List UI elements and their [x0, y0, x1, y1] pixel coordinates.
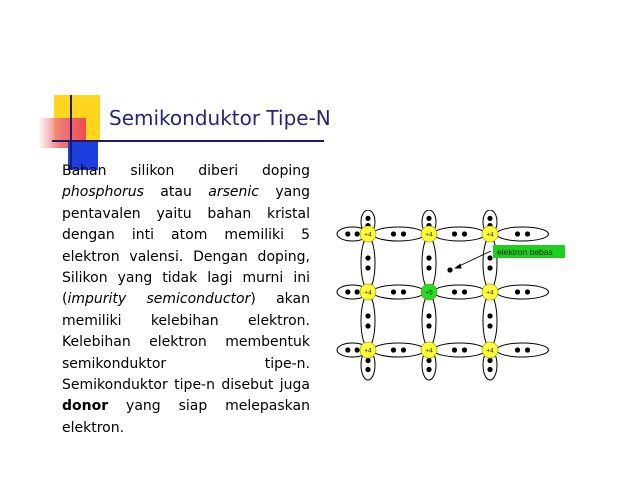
text-segment: yang pentavalen yaitu bahan kristal dengan inti atom memiliki 5 elektron valensi. Dengan doping, Silikon yang tidak lagi murni ini (	[62, 184, 311, 308]
bond-electron	[401, 231, 406, 236]
bond-vertical	[422, 237, 436, 289]
bond-electron	[391, 347, 396, 352]
text-segment: ) akan memiliki kelebihan elektron. Kelebihan elektron membentuk semikonduktor tipe-n. Semikonduktor tipe-n disebut juga	[62, 291, 310, 394]
bond-electron	[515, 347, 520, 352]
bond-electron	[355, 231, 360, 236]
bond-electron	[525, 231, 530, 236]
bond-horizontal	[373, 343, 425, 357]
bond-electron	[365, 358, 370, 363]
bond-electron	[426, 255, 431, 260]
bond-electron	[365, 255, 370, 260]
term-donor: donor	[62, 398, 109, 415]
bond-electron	[345, 347, 350, 352]
bond-electron	[515, 289, 520, 294]
body-paragraph	[62, 161, 310, 439]
silicon-atom-label: +4	[486, 289, 494, 297]
decor-vertical-line	[70, 95, 72, 170]
bond-horizontal	[434, 285, 486, 299]
bond-electron	[426, 313, 431, 318]
term-impurity-semiconductor: impurity semiconductor	[67, 291, 251, 308]
free-electron-arrow	[457, 251, 491, 267]
bond-edge-right	[497, 285, 549, 299]
bond-electron	[452, 289, 457, 294]
bond-electron	[426, 216, 431, 221]
bond-vertical	[483, 237, 497, 289]
bond-vertical	[483, 295, 497, 347]
bond-electron	[355, 347, 360, 352]
bond-electron	[345, 289, 350, 294]
bond-electron	[452, 231, 457, 236]
atoms-layer	[360, 226, 498, 358]
bond-electron	[515, 231, 520, 236]
decor-horizontal-line	[52, 140, 324, 142]
dopant-atom-label: +5	[425, 289, 433, 297]
bond-electron	[391, 231, 396, 236]
bond-electron	[525, 289, 530, 294]
bond-electron	[462, 231, 467, 236]
bond-electron	[426, 323, 431, 328]
silicon-atom-label: +4	[364, 231, 372, 239]
bond-electron	[452, 347, 457, 352]
bond-electron	[487, 358, 492, 363]
bond-electron	[365, 367, 370, 372]
bond-electron	[355, 289, 360, 294]
bond-edge-right	[497, 343, 549, 357]
bond-vertical	[361, 237, 375, 289]
silicon-atom-label: +4	[425, 347, 433, 355]
silicon-atom-label: +4	[364, 347, 372, 355]
bond-electron	[401, 289, 406, 294]
text-segment: yang siap melepaskan elektron.	[62, 398, 310, 436]
bond-electron	[426, 265, 431, 270]
bond-electron	[365, 313, 370, 318]
silicon-atom-label: +4	[486, 347, 494, 355]
bond-electron	[487, 323, 492, 328]
free-electron-arrowhead	[454, 264, 462, 269]
bond-electron	[462, 347, 467, 352]
bond-electron	[345, 231, 350, 236]
bond-vertical	[422, 295, 436, 347]
slide-title: Semikonduktor Tipe-N	[109, 106, 331, 130]
text-segment: atau	[143, 184, 209, 201]
bond-edge-right	[497, 227, 549, 241]
bond-vertical	[361, 295, 375, 347]
term-phosphorus: phosphorus	[62, 184, 144, 201]
silicon-atom-label: +4	[486, 231, 494, 239]
bond-horizontal	[434, 227, 486, 241]
bond-horizontal	[373, 285, 425, 299]
bond-electron	[365, 216, 370, 221]
silicon-atom-label: +4	[364, 289, 372, 297]
bond-electron	[487, 265, 492, 270]
free-electron-dot	[447, 267, 452, 272]
crystal-lattice-diagram	[333, 210, 573, 390]
bond-electron	[462, 289, 467, 294]
bond-electron	[401, 347, 406, 352]
bond-electron	[426, 367, 431, 372]
bond-electron	[365, 323, 370, 328]
bond-electron	[365, 265, 370, 270]
free-electron-layer	[447, 245, 565, 273]
bond-horizontal	[373, 227, 425, 241]
bond-electron	[487, 313, 492, 318]
bond-electron	[525, 347, 530, 352]
bond-horizontal	[434, 343, 486, 357]
text-segment: Bahan silikon diberi doping	[62, 163, 310, 179]
free-electron-label: elektron bebas	[497, 247, 553, 257]
bond-electron	[487, 216, 492, 221]
bond-electron	[426, 358, 431, 363]
silicon-atom-label: +4	[425, 231, 433, 239]
bond-electron	[487, 255, 492, 260]
bond-electron	[391, 289, 396, 294]
term-arsenic: arsenic	[208, 184, 259, 201]
bond-electron	[487, 367, 492, 372]
